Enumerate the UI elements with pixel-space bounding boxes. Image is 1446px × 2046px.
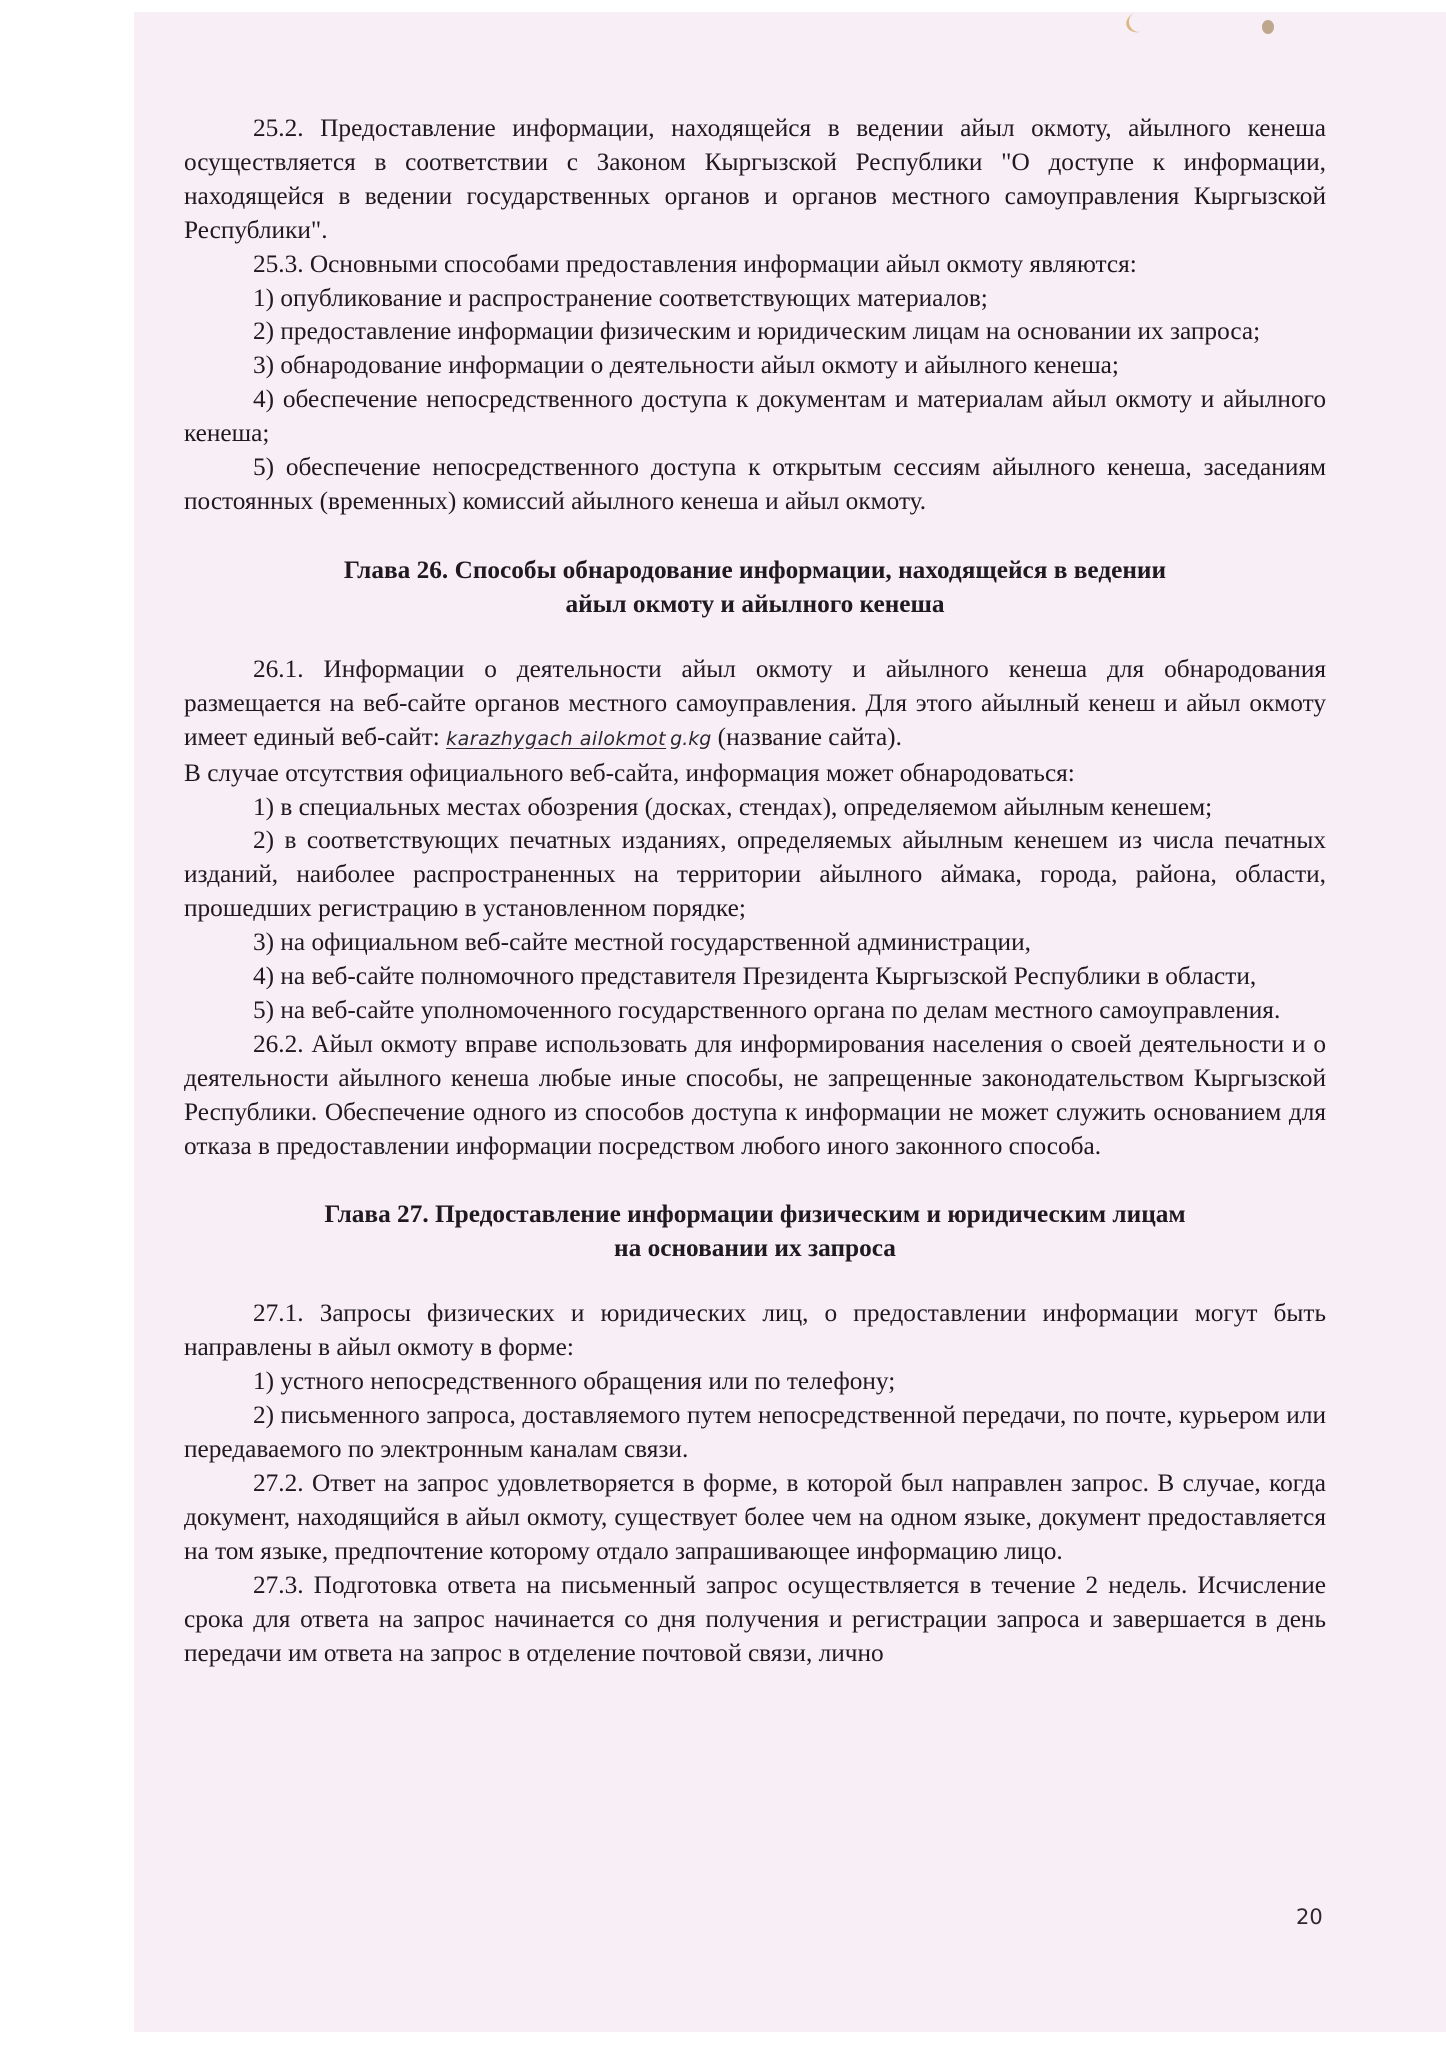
paragraph-25-2: 25.2. Предоставление информации, находящейся в ведении айыл окмоту, айылного кенеша осуществляется в соответствии с Законом Кыргызской Республики "О доступе к информации, находящейся в ведении государственных органов и органов местного самоуправления Кыргызской Республики". <box>184 114 1326 244</box>
list-item: 3) обнародование информации о деятельности айыл окмоту и айылного кенеша; <box>253 351 1119 380</box>
paragraph-26-1-continuation: В случае отсутствия официального веб-сайта, информация может обнародоваться: <box>184 758 1075 787</box>
list-item: 4) обеспечение непосредственного доступа к документам и материалам айыл окмоту и айылного кенеша; <box>184 385 1326 448</box>
handwritten-website: karazhygach ailokmot <box>446 727 667 750</box>
list-item: 3) на официальном веб-сайте местной государственной администрации, <box>253 928 1031 957</box>
list-item: 5) на веб-сайте уполномоченного государственного органа по делам местного самоуправления. <box>253 995 1281 1024</box>
chapter-27-title-line2: на основании их запроса <box>614 1234 896 1263</box>
list-item: 1) опубликование и распространение соответствующих материалов; <box>253 283 988 312</box>
paragraph-27-3: 27.3. Подготовка ответа на письменный запрос осуществляется в течение 2 недель. Исчисление срока для ответа на запрос начинается со дня получения и регистрации запроса и завершается в день передачи им ответа на запрос в отделение почтовой связи, лично <box>184 1570 1326 1667</box>
list-item: 1) устного непосредственного обращения или по телефону; <box>253 1367 896 1396</box>
list-item: 2) в соответствующих печатных изданиях, определяемых айылным кенешем из числа печатных изданий, наиболее распространенных на территории айылного аймака, города, района, области, прошедших регистрацию в установленном порядке; <box>184 826 1326 923</box>
page-number: 20 <box>1296 1905 1323 1929</box>
paragraph-25-3: 25.3. Основными способами предоставления информации айыл окмоту являются: <box>253 249 1137 278</box>
list-item: 5) обеспечение непосредственного доступа к открытым сессиям айылного кенеша, заседаниям постоянных (временных) комиссий айылного кенеша и айыл окмоту. <box>184 453 1326 515</box>
list-item: 2) письменного запроса, доставляемого путем непосредственной передачи, по почте, курьером или передаваемого по электронным каналам связи. <box>184 1401 1326 1464</box>
paper-stain <box>1262 20 1274 34</box>
chapter-27-title-line1: Глава 27. Предоставление информации физическим и юридическим лицам <box>324 1200 1186 1229</box>
document-body <box>184 112 1326 1670</box>
paragraph-26-1-suffix: (название сайта). <box>717 722 902 751</box>
chapter-26-heading <box>184 553 1326 621</box>
handwritten-website-tld: g.kg <box>670 727 712 750</box>
paragraph-26-1 <box>184 653 1326 757</box>
paragraph-27-1: 27.1. Запросы физических и юридических лиц, о предоставлении информации могут быть направлены в айыл окмоту в форме: <box>184 1299 1326 1362</box>
paragraph-26-2: 26.2. Айыл окмоту вправе использовать для информирования населения о своей деятельности и о деятельности айылного кенеша любые иные способы, не запрещенные законодательством Кыргызской Республики. Обеспечение одного из способов доступа к информации не может служить основанием для отказа в предоставлении информации посредством любого иного законного способа. <box>184 1029 1326 1160</box>
chapter-27-heading <box>184 1197 1326 1265</box>
paragraph-26-1-text: 26.1. Информации о деятельности айыл окмоту и айылного кенеша для обнародования размещается на веб-сайте органов местного самоуправления. Для этого айылный кенеш и айыл окмоту имеет единый веб-сайт: <box>184 654 1326 751</box>
list-item: 4) на веб-сайте полномочного представителя Президента Кыргызской Республики в области, <box>253 962 1257 991</box>
chapter-26-title-line2: айыл окмоту и айылного кенеша <box>565 589 945 618</box>
chapter-26-title-line1: Глава 26. Способы обнародование информации, находящейся в ведении <box>343 555 1167 584</box>
list-item: 1) в специальных местах обозрения (досках, стендах), определяемом айылным кенешем; <box>253 792 1213 821</box>
paragraph-27-2: 27.2. Ответ на запрос удовлетворяется в форме, в которой был направлен запрос. В случае, когда документ, находящийся в айыл окмоту, существует более чем на одном языке, документ предоставляется на том языке, предпочтение которому отдало запрашивающее информацию лицо. <box>184 1469 1326 1565</box>
list-item: 2) предоставление информации физическим и юридическим лицам на основании их запроса; <box>253 317 1261 346</box>
